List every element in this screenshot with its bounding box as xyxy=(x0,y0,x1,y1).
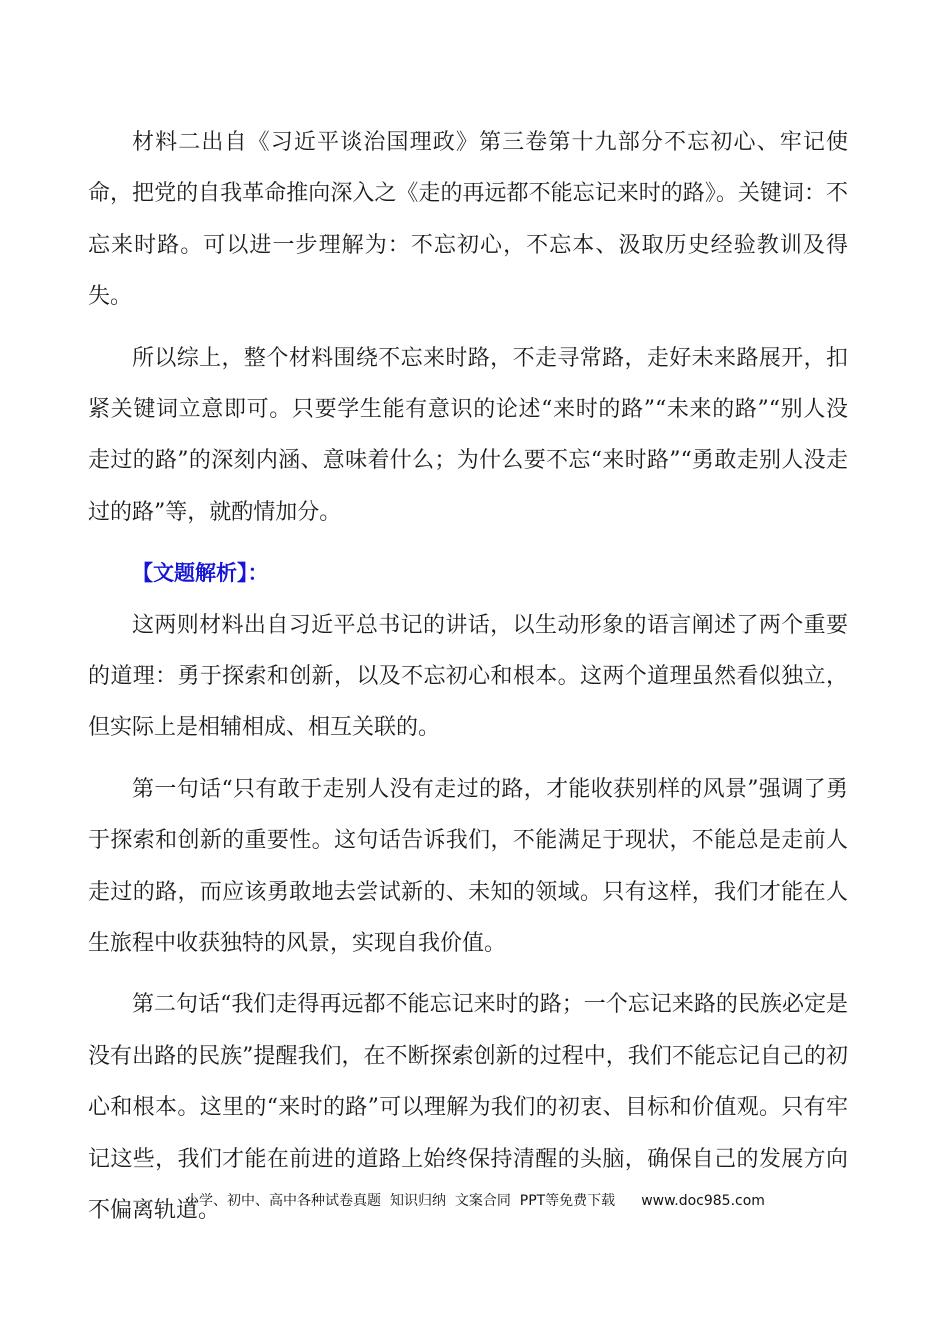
paragraph-analysis-intro: 这两则材料出自习近平总书记的讲话，以生动形象的语言阐述了两个重要的道理：勇于探索和创新，以及不忘初心和根本。这两个道理虽然看似独立，但实际上是相辅相成、相互关联的。 xyxy=(88,612,848,741)
footer-url-link[interactable]: www.doc985.com xyxy=(641,1193,765,1209)
page-footer xyxy=(0,1190,950,1210)
section-heading: 【文题解析】： xyxy=(132,561,269,586)
paragraph-material-two-source: 材料二出自《习近平谈治国理政》第三卷第十九部分不忘初心、牢记使命，把党的自我革命推向深入之《走的再远都不能忘记来时的路》。关键词：不忘来时路。可以进一步理解为：不忘初心，不忘本、汲取历史经验教训及得失。 xyxy=(88,130,848,310)
paragraph-summary: 所以综上，整个材料围绕不忘来时路，不走寻常路，走好未来路展开，扣紧关键词立意即可。只要学生能有意识的论述“来时的路”“未来的路”“别人没走过的路”的深刻内涵、意味着什么；为什么要不忘“来时路”“勇敢走别人没走过的路”等，就酌情加分。 xyxy=(88,345,848,525)
paragraph-analysis-second-sentence: 第二句话“我们走得再远都不能忘记来时的路；一个忘记来路的民族必定是没有出路的民族”提醒我们，在不断探索创新的过程中，我们不能忘记自己的初心和根本。这里的“来时的路”可以理解为我们的初衷、目标和价值观。只有牢记这些，我们才能在前进的道路上始终保持清醒的头脑，确保自己的发展方向不偏离轨道。 xyxy=(88,992,848,1224)
section-heading-wrap xyxy=(88,548,848,599)
footer-text: 小学、初中、高中各种试卷真题 知识归纳 文案合同 PPT等免费下载 xyxy=(185,1193,616,1209)
paragraph-analysis-first-sentence: 第一句话“只有敢于走别人没有走过的路，才能收获别样的风景”强调了勇于探索和创新的重要性。这句话告诉我们，不能满足于现状，不能总是走前人走过的路，而应该勇敢地去尝试新的、未知的领域。只有这样，我们才能在人生旅程中收获独特的风景，实现自我价值。 xyxy=(88,776,848,957)
document-body xyxy=(88,117,848,1247)
